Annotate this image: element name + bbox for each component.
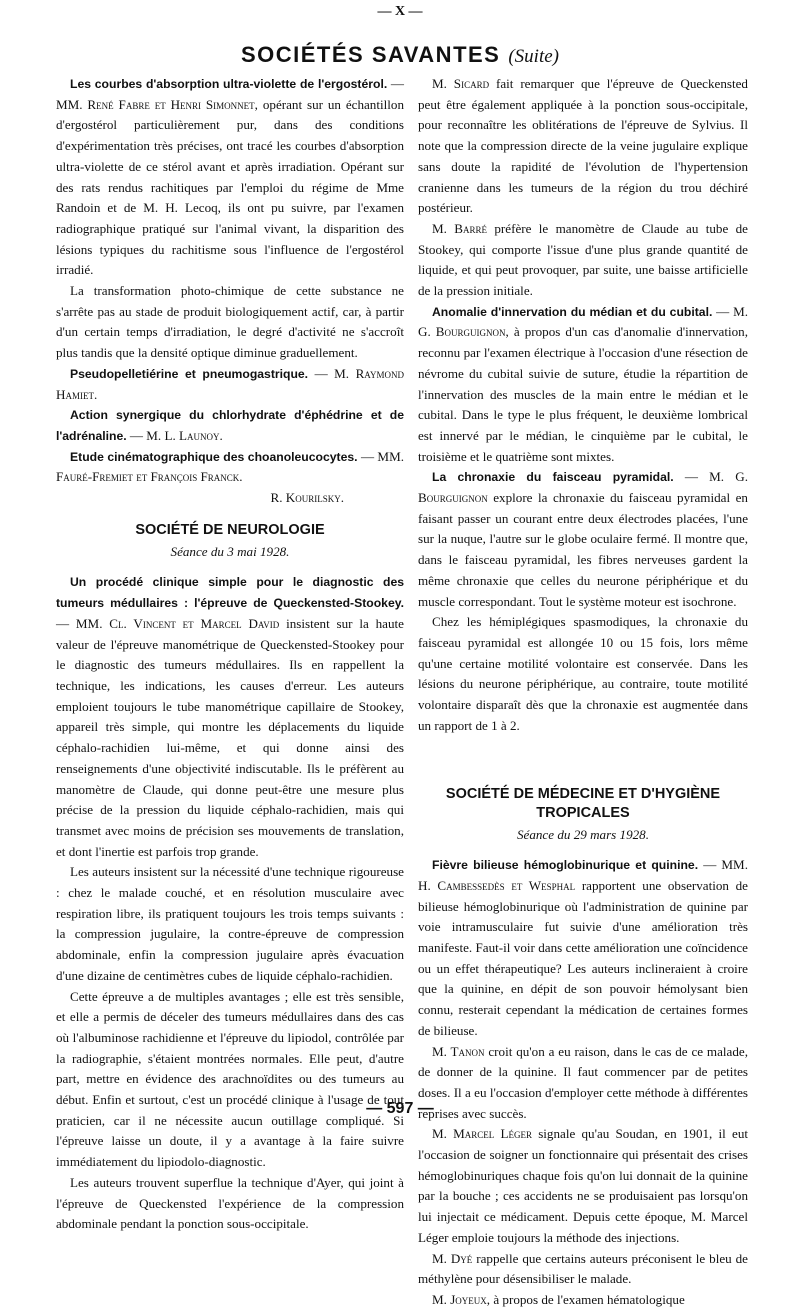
paragraph-joyeux	[418, 1290, 748, 1311]
title-text: SOCIÉTÉS SAVANTES	[240, 42, 501, 67]
article-authors: M. Dyé	[432, 1250, 473, 1266]
section-title-neurologie: SOCIÉTÉ DE NEUROLOGIE	[135, 521, 325, 538]
paragraph: Les auteurs insistent sur la nécessité d'une technique rigoureuse : chez le malade couché, et en résolution musculaire avec respiration libre, ils pratiquent toujours les trois temps suivants : la compression jugulaire, la contre-épreuve de compression abdominale, enfin la compression jugulaire après évacuation d'une dizaine de centimètres cubes de liquide céphalo-rachidien.	[56, 864, 404, 983]
section-title-line: SOCIÉTÉ DE MÉDECINE ET D'HYGIÈNE	[445, 785, 721, 802]
article-title: Fièvre bilieuse hémoglobinurique et quinine.	[432, 858, 699, 873]
paragraph-dye	[418, 1249, 748, 1290]
article-authors: — M. G. Bourguignon	[418, 469, 748, 506]
article-authors: M. Joyeux,	[432, 1291, 491, 1307]
article-text: explore la chronaxie du faisceau pyramidal en faisant passer un courant entre deux électrodes placées, l'une sur la nuque, l'autre sur le globe oculaire fermé. Il montre que, dans le faisceau pyramidal, les fibres nerveuses gardent la même chronaxie que celles du neurone périphérique et du muscle correspondant. Tout le système moteur est isochrone.	[418, 490, 748, 609]
article-authors: M. Sicard	[432, 76, 490, 91]
spacer	[418, 737, 748, 773]
article-text: à propos de l'examen hématologique	[493, 1291, 685, 1307]
article-authors: — MM. Cl. Vincent et Marcel David	[56, 615, 280, 631]
paragraph-barre	[418, 219, 748, 302]
title-suite: (Suite)	[508, 46, 560, 67]
section-title-medecine	[418, 785, 748, 823]
page-marker: — X —	[377, 4, 423, 19]
paragraph: Chez les hémiplégiques spasmodiques, la chronaxie du faisceau pyramidal est allongée 10 ou 15 fois, lors même qu'une certaine motilité volontaire est conservée. Dans les lésions du neurone périphérique, au contraire, toute motilité volontaire disparaît dès que la chronaxie est augmentée dans un rapport de 1 à 2.	[418, 614, 748, 733]
paragraph: Les auteurs trouvent superflue la technique d'Ayer, qui joint à l'épreuve de Queckensted l'expérience de la compression abdominale pendant la ponction sous-occipitale.	[56, 1174, 404, 1232]
page-title	[0, 42, 800, 68]
right-column	[418, 74, 748, 1311]
article-text: signale qu'au Soudan, en 1901, il eut l'occasion de soigner un fonctionnaire qui présentait des crises hémoglobinuriques chaque fois qu'on lui donnait de la quinine par la bouche ; ces accidents ne se produisaient pas lorsqu'on lui injectait ce médicament. Depuis cette époque, M. Marcel Léger emploie toujours la méthode des injections.	[418, 1126, 749, 1245]
article-pseudopelletierine	[56, 364, 404, 405]
article-title: La chronaxie du faisceau pyramidal.	[432, 470, 674, 485]
article-title: Action synergique du chlorhydrate d'éphédrine et de l'adrénaline.	[56, 408, 404, 443]
article-title: Les courbes d'absorption ultra-violette de l'ergostérol.	[70, 77, 388, 91]
article-fievre-bilieuse	[418, 855, 748, 1041]
article-title: Etude cinématographique des choanoleucocytes.	[70, 449, 358, 464]
article-authors: MM. René Fabre et Henri Simonnet,	[56, 96, 258, 112]
article-text: préfère le manomètre de Claude au tube de Stookey, qui comporte l'issue d'une plus grande quantité de liquide, et qui peut provoquer, par suite, une baisse artificielle de la pression initiale.	[418, 220, 748, 299]
paragraph-leger	[418, 1124, 748, 1248]
article-authors: — M. L. Launoy.	[129, 427, 223, 443]
paragraph: Cette épreuve a de multiples avantages ; elle est très sensible, et elle a permis de déceler des tumeurs médullaires dans des cas où l'albuminose rachidienne et l'épreuve du lipiodol, contrôlée par la radiographie, s'étaient montrées normales. Elle peut, d'autre part, mettre en évidence des arachnoïdites ou des tumeurs au début. Enfin et surtout, c'est un procédé clinique à l'usage de tout praticien, car il ne nécessite aucun outillage compliqué. Si l'épreuve laisse un doute, il y a avantage à la faire suivre immédiatement du lipiodolo-diagnostic.	[56, 988, 404, 1170]
article-title: Un procédé clinique simple pour le diagnostic des tumeurs médullaires : l'épreuve de Queckensted-Stookey.	[56, 575, 404, 611]
article-text: insistent sur la haute valeur de l'épreuve manométrique de Queckensted-Stookey pour le diagnostic des tumeurs médullaires. Ils en rappellent la technique, les indications, les causes d'erreur. Les auteurs emploient toujours le tube manométrique capillaire de Stookey, appareil très simple, qui montre les déplacements du liquide céphalo-rachidien lui-même, et qui donne ainsi des renseignements d'une objectivité indiscutable. Ils le préfèrent au manomètre de Claude, qui donne peut-être une mesure plus précise de la pression du liquide céphalo-rachidien, mais qui transmet avec moins de précision ses mouvements de translation, et dont l'inertie est parfois trop grande.	[56, 615, 404, 859]
section-date: Séance du 3 mai 1928.	[170, 543, 290, 559]
section-title-line: TROPICALES	[536, 804, 630, 821]
article-ephedrine	[56, 405, 404, 446]
article-text: fait remarquer que l'épreuve de Queckensted peut être également appliquée à la ponction sous-occipitale, pour reconnaître les oblitérations de l'épreuve de Sylvius. Il note que la compression directe de la veine jugulaire explique sans doute la rapidité de l'évolution de l'hypertension cranienne dans les tumeurs de la région du trou déchiré postérieur.	[418, 76, 748, 216]
section-date: Séance du 29 mars 1928.	[516, 826, 649, 842]
article-text: rappelle que certains auteurs préconisent le bleu de méthylène pour désensibiliser le malade.	[418, 1250, 748, 1287]
article-anomalie	[418, 302, 748, 468]
left-column	[56, 74, 404, 1235]
article-ergosterol: Les courbes d'absorption ultra-violette de l'ergostérol. — MM. René Fabre et Henri Simonnet, opérant sur un échantillon d'ergostérol particulièrement pur, dans des conditions d'expérimentation très précises, ont tracé les courbes d'absorption ultra-violette de ce stérol avant et après irradiation. Opérant sur des rats rendus rachitiques par l'emploi du régime de Mme Randoin et de M. H. Lecoq, ils ont pu suivre, par l'examen radiographique pratiqué sur l'animal vivant, la disparition des lésions typiques du rachitisme sous l'influence de l'ergostérol irradié.	[56, 76, 405, 278]
paragraph: La transformation photo-chimique de cette substance ne s'arrête pas au stade de produit biologiquement actif, car, à partir d'un certain temps d'irradiation, le degré d'activité ne s'accroît plus tandis que la densité optique diminue graduellement.	[56, 283, 404, 361]
article-queckensted	[56, 572, 404, 862]
article-authors: — M. G. Bourguignon,	[418, 303, 748, 340]
article-authors: — M. Raymond Hamiet.	[56, 365, 404, 402]
page-number: — 597 —	[366, 1100, 434, 1117]
article-text: croit qu'on a eu raison, dans le cas de ce malade, de donner de la quinine. Il faut commencer par de petites doses. Il a eu l'occasion d'employer cette méthode à différentes reprises avec succès.	[418, 1043, 748, 1121]
article-text: rapportent une observation de bilieuse hémoglobinurique où l'administration de quinine par voie intramusculaire fut suivie d'une amélioration très manifeste. Faut-il voir dans cette amélioration une coïncidence ou un effet thérapeutique? Les auteurs inclineraient à croire que la quinine, en dépit de son pouvoir hémolysant bien connu, resterait cependant la médication de certaines formes de bilieuse.	[418, 877, 748, 1038]
signature: R. Kourilsky.	[270, 490, 344, 506]
article-text: opérant sur un échantillon d'ergostérol particulièrement pur, dans des conditions d'expérimentation très précises, ont tracé les courbes d'absorption ultra-violette de ce stérol avant et après irradiation. Opérant sur des rats rendus rachitiques par l'emploi du régime de Mme Randoin et de M. H. Lecoq, ils ont pu suivre, par l'examen radiographique pratiqué sur l'animal vivant, la disparition des lésions typiques du rachitisme sous l'influence de l'ergostérol irradié.	[56, 96, 405, 278]
article-title: Anomalie d'innervation du médian et du cubital.	[432, 304, 713, 319]
article-authors: M. Marcel Léger	[432, 1126, 532, 1142]
article-authors: M. Tanon	[432, 1043, 485, 1059]
article-choanoleucocytes	[56, 447, 404, 488]
article-title: Pseudopelletiérine et pneumogastrique.	[70, 366, 309, 381]
article-authors: — MM. Fauré-Fremiet et François Franck.	[56, 448, 404, 485]
article-chronaxie	[418, 467, 748, 612]
article-authors: — MM. H. Cambessedès et Wesphal	[418, 857, 748, 893]
paragraph-sicard	[418, 74, 748, 219]
article-authors: M. Barré	[432, 220, 488, 236]
article-text: à propos d'un cas d'anomalie d'innervation, reconnu par l'examen électrique à l'occasion d'une résection de névrome du cubital suivie de suture, étudie la répartition de l'innervation des muscles de la main entre le médian et le cubital. Dans le type le plus fréquent, le deuxième lombrical est innervé par le médian, le cinquième par le cubital, le troisième et le quatrième sont mixtes.	[418, 324, 749, 464]
